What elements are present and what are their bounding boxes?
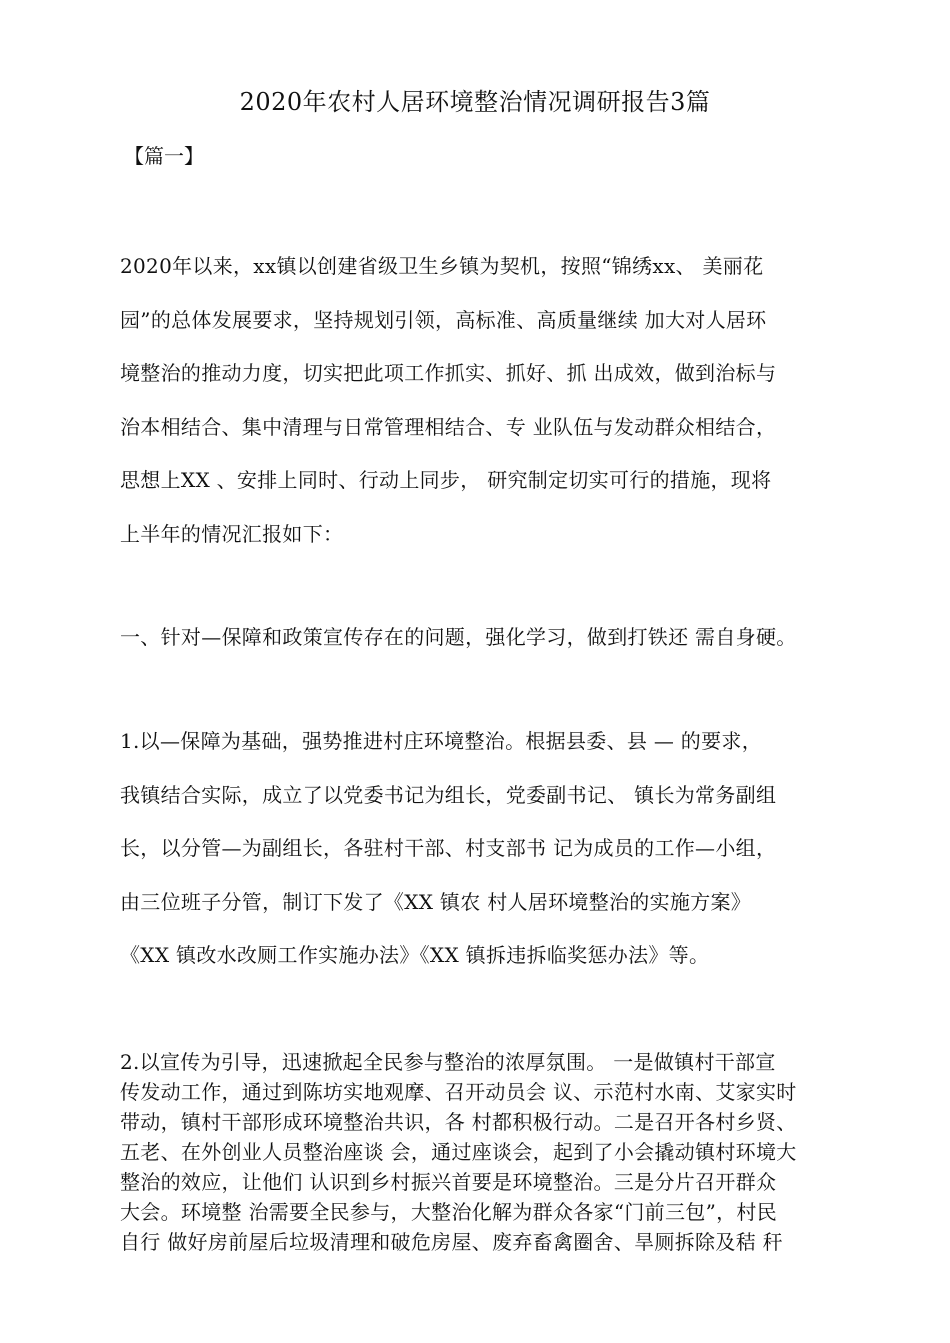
paragraph-line: 1.以—保障为基础，强势推进村庄环境整治。根据县委、县 — 的要求， (120, 729, 762, 753)
paragraph-line: 2.以宣传为引导，迅速掀起全民参与整治的浓厚氛围。 一是做镇村干部宣 (120, 1050, 776, 1074)
paragraph-line: 2020年以来，xx镇以创建省级卫生乡镇为契机，按照“锦绣xx、 美丽花 (120, 254, 764, 278)
paragraph-line: 上半年的情况汇报如下： (120, 522, 344, 546)
paragraph-line: 大会。环境整 治需要全民参与，大整治化解为群众各家“门前三包”，村民 (120, 1200, 778, 1224)
paragraph-line: 治本相结合、集中清理与日常管理相结合、专 业队伍与发动群众相结合， (120, 415, 777, 439)
paragraph-line: 《XX 镇改水改厕工作实施办法》《XX 镇拆违拆临奖惩办法》等。 (120, 943, 710, 967)
paragraph-line: 园”的总体发展要求，坚持规划引领，高标准、高质量继续 加大对人居环 (120, 308, 767, 332)
paragraph-line: 由三位班子分管，制订下发了《XX 镇农 村人居环境整治的实施方案》 (120, 890, 752, 914)
document-title: 2020年农村人居环境整治情况调研报告3篇 (239, 88, 711, 116)
paragraph-line: 传发动工作，通过到陈坊实地观摩、召开动员会 议、示范村水南、艾家实时 (120, 1080, 797, 1104)
paragraph-line: 自行 做好房前屋后垃圾清理和破危房屋、废弃畜禽圈舍、旱厕拆除及秸 秆 (120, 1230, 783, 1254)
paragraph-line: 我镇结合实际，成立了以党委书记为组长，党委副书记、 镇长为常务副组 (120, 783, 777, 807)
paragraph-line: 五老、在外创业人员整治座谈 会，通过座谈会，起到了小会撬动镇村环境大 (120, 1140, 797, 1164)
paragraph-line: 带动，镇村干部形成环境整治共识，各 村都积极行动。二是召开各村乡贤、 (120, 1110, 797, 1134)
paragraph-line: 长，以分管—为副组长，各驻村干部、村支部书 记为成员的工作—小组， (120, 836, 777, 860)
section-heading: 一、针对—保障和政策宣传存在的问题，强化学习，做到打铁还 需自身硬。 (120, 625, 797, 649)
paragraph-line: 境整治的推动力度，切实把此项工作抓实、抓好、抓 出成效，做到治标与 (120, 361, 777, 385)
paragraph-line: 整治的效应，让他们 认识到乡村振兴首要是环境整治。三是分片召开群众 (120, 1170, 777, 1194)
section-label: 【篇一】 (124, 144, 204, 168)
paragraph-line: 思想上XX 、安排上同时、行动上同步， 研究制定切实可行的措施，现将 (120, 468, 772, 492)
